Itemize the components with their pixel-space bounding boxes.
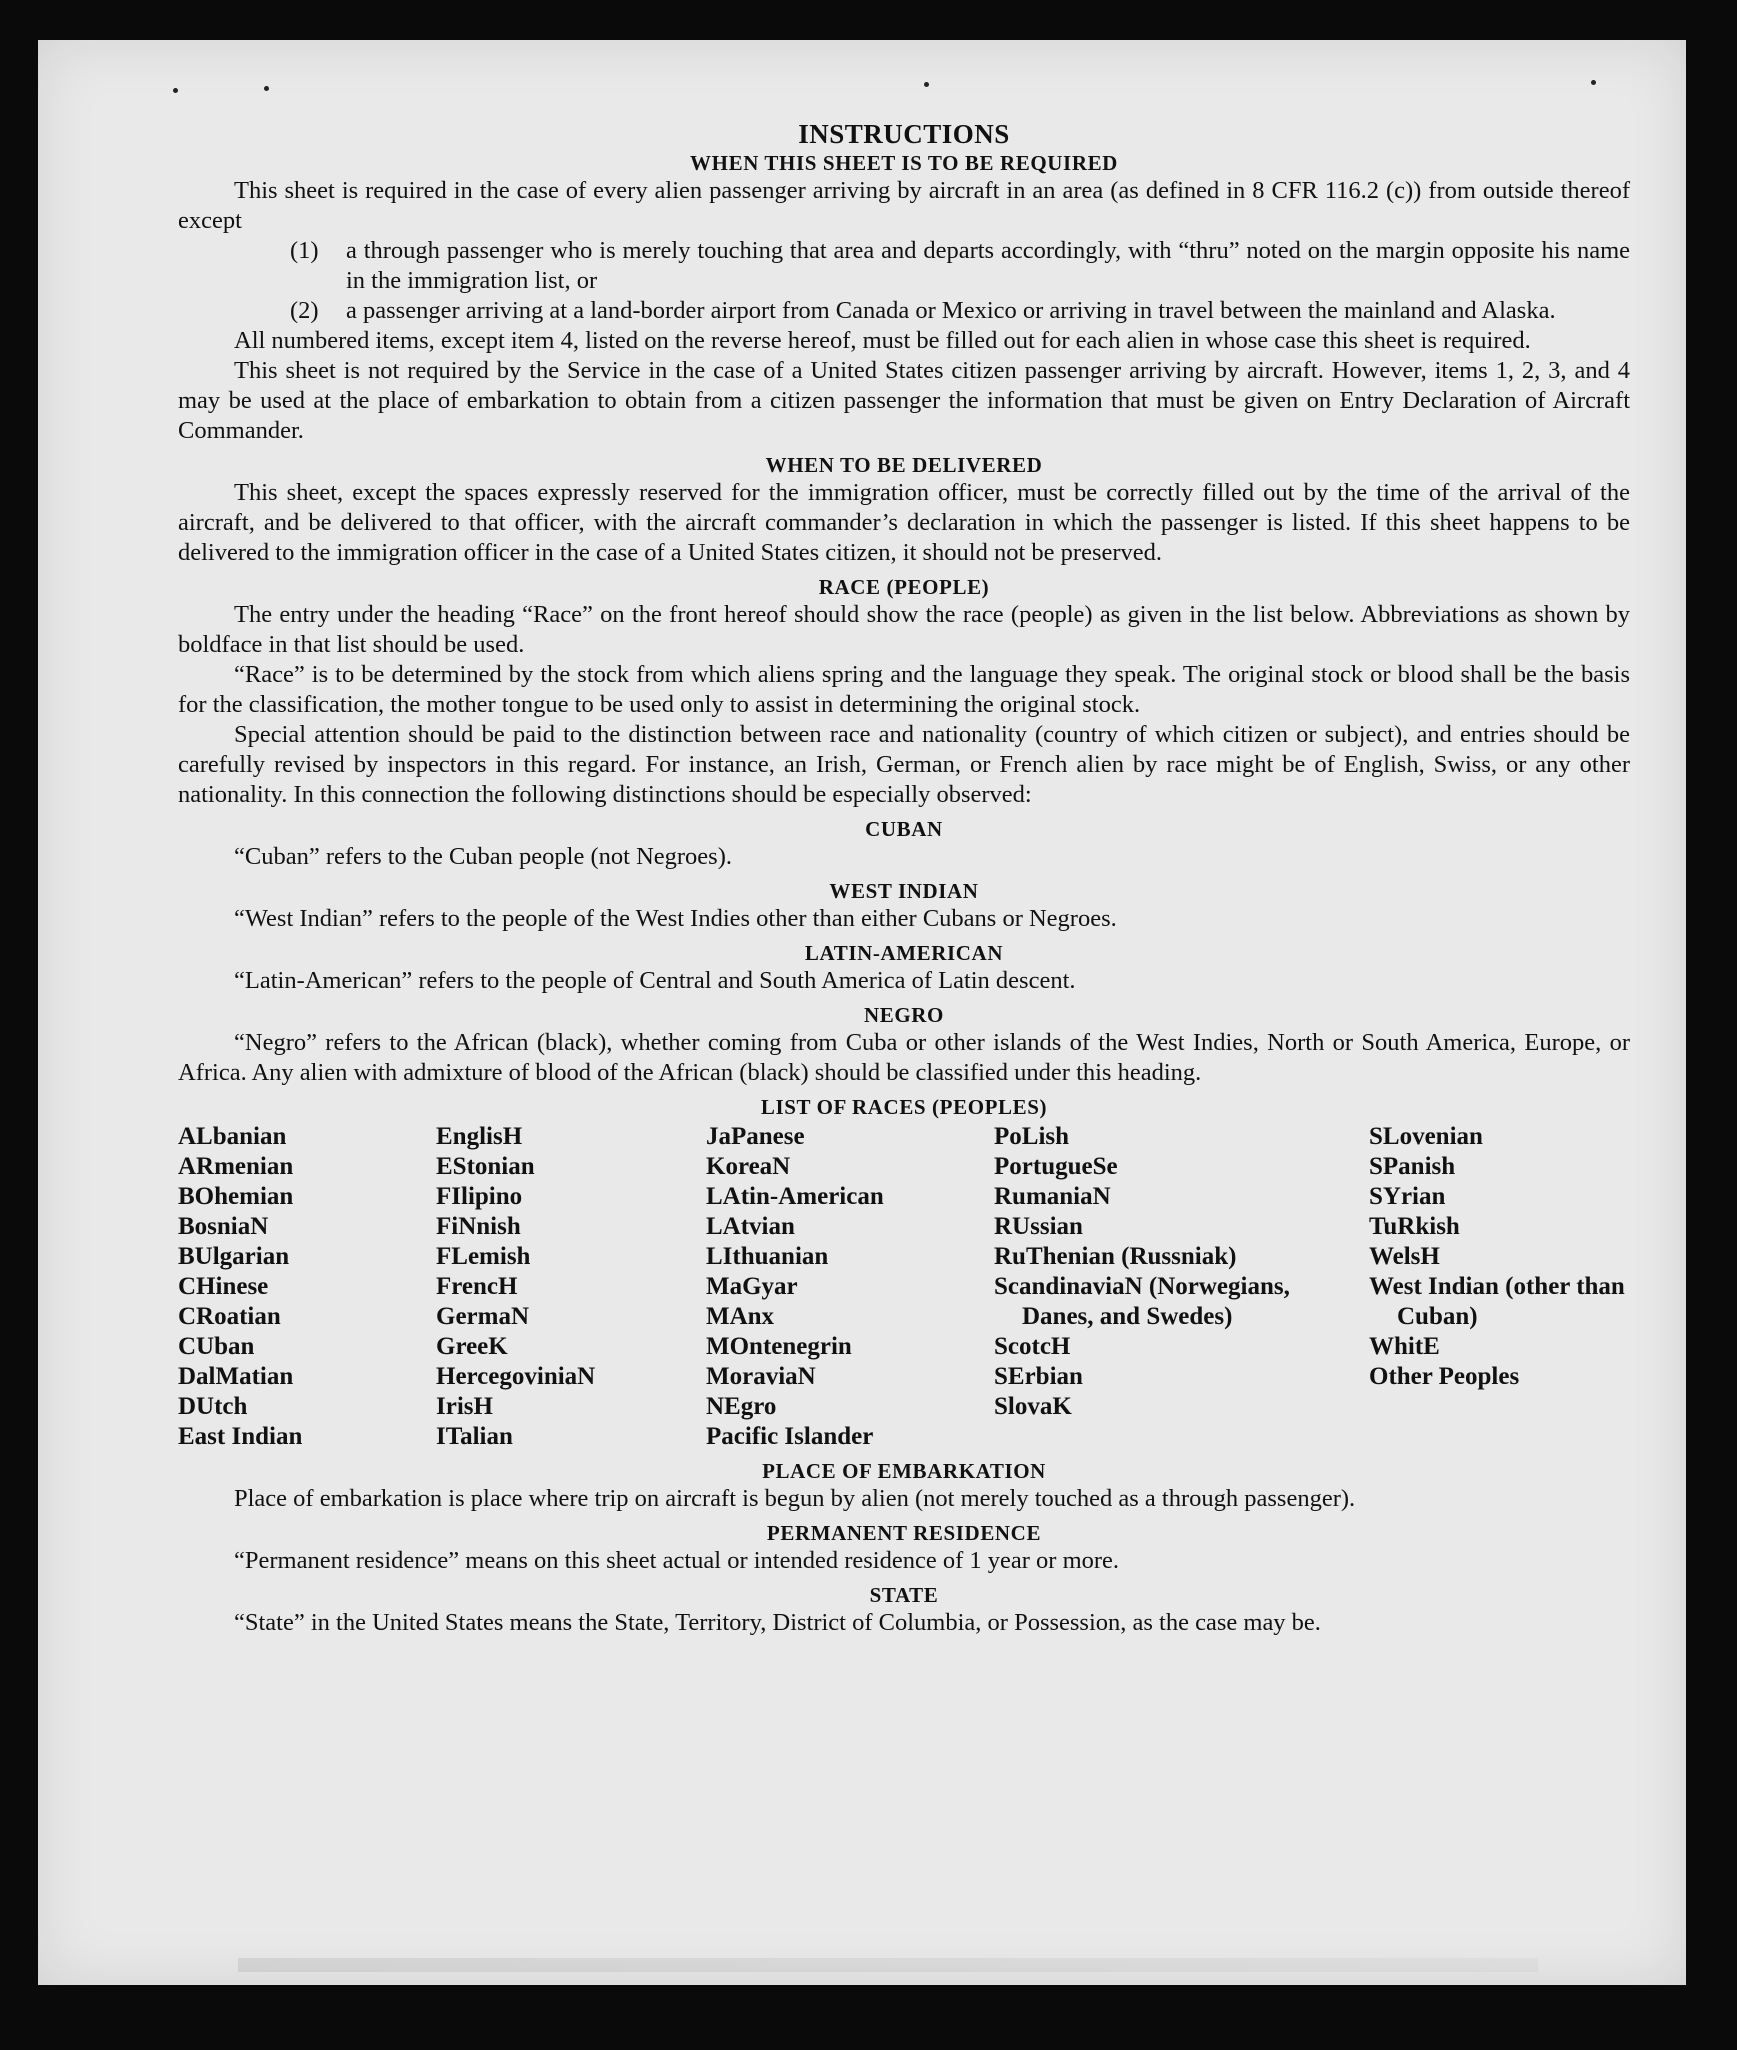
race-item: IrisH (436, 1393, 493, 1420)
list-text: a through passenger who is merely touching that area and departs accordingly, with “thru” noted on the margin opposite his name in the immigration list, or (346, 237, 1630, 294)
race-item: DalMatian (178, 1363, 294, 1390)
section-heading: LATIN-AMERICAN (804, 941, 1004, 965)
speck (924, 82, 929, 87)
race-item: CUban (178, 1333, 255, 1360)
race-item: SLovenian (1369, 1123, 1483, 1150)
race-item: RuThenian (Russniak) (994, 1243, 1237, 1270)
race-item: NEgro (706, 1393, 777, 1420)
race-column (1369, 1122, 1630, 1452)
races-heading: LIST OF RACES (PEOPLES) (760, 1095, 1048, 1119)
race-item: West Indian (other than Cuban) (1369, 1273, 1625, 1330)
race-item: HercegoviniaN (436, 1363, 596, 1390)
section-heading: WHEN THIS SHEET IS TO BE REQUIRED (690, 151, 1118, 175)
instructions-body (178, 118, 1630, 1638)
race-item: CHinese (178, 1273, 269, 1300)
list-number: (2) (290, 297, 319, 324)
race-item: GreeK (436, 1333, 508, 1360)
race-item: ARmenian (178, 1153, 294, 1180)
paragraph: This sheet, except the spaces expressly reserved for the immigration officer, must be correctly filled out by the time of the arrival of the aircraft, and be delivered to that officer, with the aircraft commander’s declaration in which the passenger is listed. If this sheet happens to be delivered to the immigration officer in the case of a United States citizen, it should not be preserved. (178, 479, 1630, 566)
race-item: FrencH (436, 1273, 518, 1300)
race-item: MOntenegrin (706, 1333, 852, 1360)
race-item: TuRkish (1369, 1213, 1460, 1240)
paragraph: This sheet is required in the case of every alien passenger arriving by aircraft in an area (as defined in 8 CFR 116.2 (c)) from outside thereof except (178, 177, 1630, 234)
race-item: SYrian (1369, 1183, 1446, 1210)
race-item: GermaN (436, 1303, 530, 1330)
race-item: LAtvian (706, 1213, 795, 1240)
race-item: ScotcH (994, 1333, 1071, 1360)
paragraph: “Permanent residence” means on this sheet actual or intended residence of 1 year or more. (234, 1547, 1120, 1574)
race-item: ITalian (436, 1423, 513, 1450)
faint-bleedthrough-text (238, 1958, 1538, 1972)
race-item: RumaniaN (994, 1183, 1111, 1210)
race-item: East Indian (178, 1423, 303, 1450)
race-item: SPanish (1369, 1153, 1456, 1180)
speck (173, 88, 178, 93)
race-item: RUssian (994, 1213, 1083, 1240)
race-item: DUtch (178, 1393, 248, 1420)
race-column (436, 1122, 706, 1452)
section-heading: WEST INDIAN (829, 879, 979, 903)
race-item: Pacific Islander (706, 1423, 874, 1450)
paragraph: “Race” is to be determined by the stock from which aliens spring and the language they speak. The original stock or blood shall be the basis for the classification, the mother tongue to be used only to assist in determining the original stock. (178, 661, 1630, 718)
paragraph: “Cuban” refers to the Cuban people (not Negroes). (234, 843, 732, 870)
section-heading: RACE (PEOPLE) (818, 575, 990, 599)
section-heading: WHEN TO BE DELIVERED (765, 453, 1043, 477)
speck (264, 86, 269, 91)
race-item: JaPanese (706, 1123, 805, 1150)
paragraph: The entry under the heading “Race” on the front hereof should show the race (people) as given in the list below. Abbreviations as shown by boldface in that list should be used. (178, 601, 1630, 658)
race-item: MoraviaN (706, 1363, 816, 1390)
race-item: BOhemian (178, 1183, 294, 1210)
section-heading: PLACE OF EMBARKATION (762, 1459, 1046, 1483)
speck (1591, 80, 1596, 85)
section-heading: CUBAN (865, 817, 943, 841)
race-item: MAnx (706, 1303, 775, 1330)
paragraph: This sheet is not required by the Service in the case of a United States citizen passenger arriving by aircraft. However, items 1, 2, 3, and 4 may be used at the place of embarkation to obtain from a citizen passenger the information that must be given on Entry Declaration of Aircraft Commander. (178, 357, 1630, 444)
list-number: (1) (290, 237, 319, 264)
list-text: a passenger arriving at a land-border airport from Canada or Mexico or arriving in travel between the mainland and Alaska. (346, 297, 1556, 324)
race-item: WelsH (1369, 1243, 1440, 1270)
paragraph: “West Indian” refers to the people of the West Indies other than either Cubans or Negroes. (234, 905, 1117, 932)
list-item (178, 296, 1630, 326)
race-item: SErbian (994, 1363, 1083, 1390)
paragraph: “Latin-American” refers to the people of Central and South America of Latin descent. (234, 967, 1076, 994)
race-list (178, 1122, 1630, 1452)
section-heading: STATE (869, 1583, 939, 1607)
race-item: EStonian (436, 1153, 535, 1180)
race-item: BosniaN (178, 1213, 269, 1240)
race-item: SlovaK (994, 1393, 1072, 1420)
race-item: EnglisH (436, 1123, 523, 1150)
race-item: BUlgarian (178, 1243, 290, 1270)
list-item (178, 236, 1630, 296)
race-column (178, 1122, 436, 1452)
section-heading: PERMANENT RESIDENCE (766, 1521, 1042, 1545)
race-item: LAtin-American (706, 1183, 884, 1210)
race-item: ALbanian (178, 1123, 287, 1150)
race-item: CRoatian (178, 1303, 281, 1330)
race-item: PoLish (994, 1123, 1070, 1150)
race-item: FIlipino (436, 1183, 523, 1210)
paragraph: “State” in the United States means the State, Territory, District of Columbia, or Possession, as the case may be. (234, 1609, 1321, 1636)
race-item: ScandinaviaN (Norwegians, Danes, and Swedes) (994, 1273, 1290, 1330)
race-item: FiNnish (436, 1213, 521, 1240)
race-item: WhitE (1369, 1333, 1440, 1360)
race-item: LIthuanian (706, 1243, 829, 1270)
document-title: INSTRUCTIONS (798, 119, 1010, 149)
race-column (706, 1122, 994, 1452)
paragraph: Special attention should be paid to the distinction between race and nationality (country of which citizen or subject), and entries should be carefully revised by inspectors in this regard. For instance, an Irish, German, or French alien by race might be of English, Swiss, or any other nationality. In this connection the following distinctions should be especially observed: (178, 721, 1630, 808)
paragraph: Place of embarkation is place where trip on aircraft is begun by alien (not merely touched as a through passenger). (234, 1485, 1356, 1512)
paragraph: “Negro” refers to the African (black), whether coming from Cuba or other islands of the West Indies, North or South America, Europe, or Africa. Any alien with admixture of blood of the African (black) should be classified under this heading. (178, 1029, 1630, 1086)
race-item: Other Peoples (1369, 1363, 1520, 1390)
document-sheet (38, 40, 1686, 1985)
race-column (994, 1122, 1369, 1452)
paragraph: All numbered items, except item 4, listed on the reverse hereof, must be filled out for each alien in whose case this sheet is required. (234, 327, 1531, 354)
race-item: MaGyar (706, 1273, 798, 1300)
section-heading: NEGRO (863, 1003, 944, 1027)
race-item: KoreaN (706, 1153, 791, 1180)
race-item: FLemish (436, 1243, 531, 1270)
race-item: PortugueSe (994, 1153, 1118, 1180)
